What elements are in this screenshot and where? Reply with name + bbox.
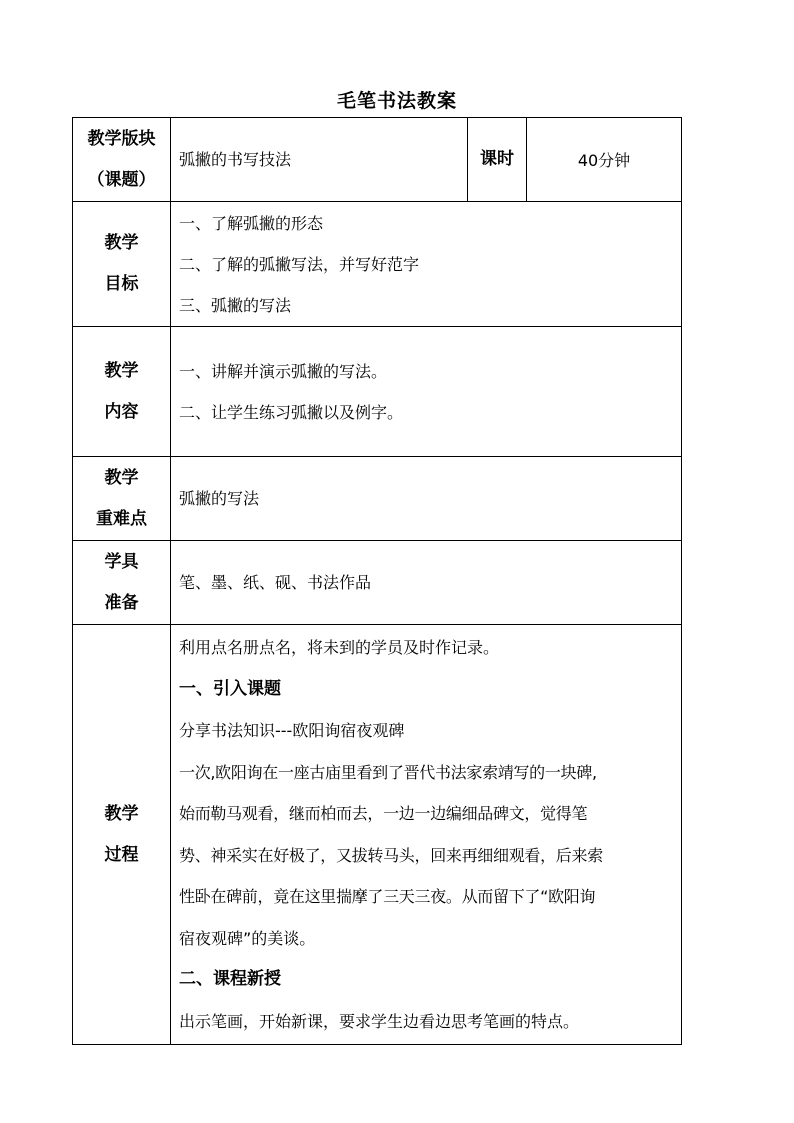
duration-value: 40分钟 — [577, 151, 631, 170]
materials-label-line1: 学具 — [104, 551, 139, 572]
key-points-row — [73, 457, 682, 541]
header-row — [73, 118, 682, 202]
content-label-cell — [73, 327, 171, 457]
lesson-plan-table — [72, 117, 682, 1045]
topic-text: 弧撇的书写技法 — [179, 150, 292, 169]
topic-cell — [171, 118, 468, 202]
duration-value-cell — [527, 118, 682, 202]
objectives-row — [73, 202, 682, 327]
key-points-text: 弧撇的写法 — [179, 489, 260, 508]
story-line: 始而勒马观看，继而柏而去，一边一边编细品碑文，觉得笔 — [179, 804, 588, 823]
content-row — [73, 327, 682, 457]
duration-label: 课时 — [480, 149, 514, 169]
module-label-line2: （课题） — [87, 169, 156, 190]
content-label-line2: 内容 — [104, 401, 139, 422]
process-content-cell — [171, 625, 682, 1045]
content-item: 一、讲解并演示弧撇的写法。 — [179, 361, 388, 381]
process-label-line1: 教学 — [104, 803, 139, 824]
process-label-line2: 过程 — [104, 844, 139, 865]
section2-text: 出示笔画，开始新课，要求学生边看边思考笔画的特点。 — [179, 1011, 580, 1031]
materials-text: 笔、墨、纸、砚、书法作品 — [179, 573, 372, 592]
key-points-label-line1: 教学 — [104, 467, 139, 488]
page-title: 毛笔书法教案 — [336, 90, 457, 112]
materials-content-cell — [171, 541, 682, 625]
objective-item: 二、了解的弧撇写法，并写好范字 — [179, 254, 420, 274]
section1-subtitle: 分享书法知识---欧阳询宿夜观碑 — [179, 721, 405, 740]
objectives-label-cell — [73, 202, 171, 327]
materials-label-line2: 准备 — [104, 592, 139, 613]
story-line: 宿夜观碑”的美谈。 — [179, 928, 316, 948]
section2-heading: 二、课程新授 — [179, 969, 281, 989]
content-items-cell — [171, 327, 682, 457]
section1-heading: 一、引入课题 — [179, 678, 281, 699]
key-points-label-cell — [73, 457, 171, 541]
story-line: 性卧在碑前，竟在这里揣摩了三天三夜。从而留下了“欧阳询 — [179, 887, 596, 906]
module-label-cell — [73, 118, 171, 202]
key-points-label-line2: 重难点 — [96, 508, 147, 529]
key-points-content-cell — [171, 457, 682, 541]
process-label-cell — [73, 625, 171, 1045]
objectives-content-cell — [171, 202, 682, 327]
objectives-label-line2: 目标 — [104, 274, 139, 294]
content-label-line1: 教学 — [104, 360, 139, 381]
duration-label-cell — [468, 118, 527, 202]
materials-row — [73, 541, 682, 625]
module-label-line1: 教学版块 — [87, 128, 156, 149]
objective-item: 一、了解弧撇的形态 — [179, 213, 324, 233]
objectives-label-line1: 教学 — [104, 233, 139, 253]
roll-call-text: 利用点名册点名，将未到的学员及时作记录。 — [179, 638, 500, 657]
story-line: 一次,欧阳询在一座古庙里看到了晋代书法家索靖写的一块碑, — [179, 762, 597, 782]
materials-label-cell — [73, 541, 171, 625]
objective-item: 三、弧撇的写法 — [179, 295, 292, 315]
process-row — [73, 625, 682, 1045]
story-line: 势、神采实在好极了，又拔转马头，回来再细细观看，后来索 — [179, 845, 603, 865]
content-item: 二、让学生练习弧撇以及例字。 — [179, 402, 404, 422]
